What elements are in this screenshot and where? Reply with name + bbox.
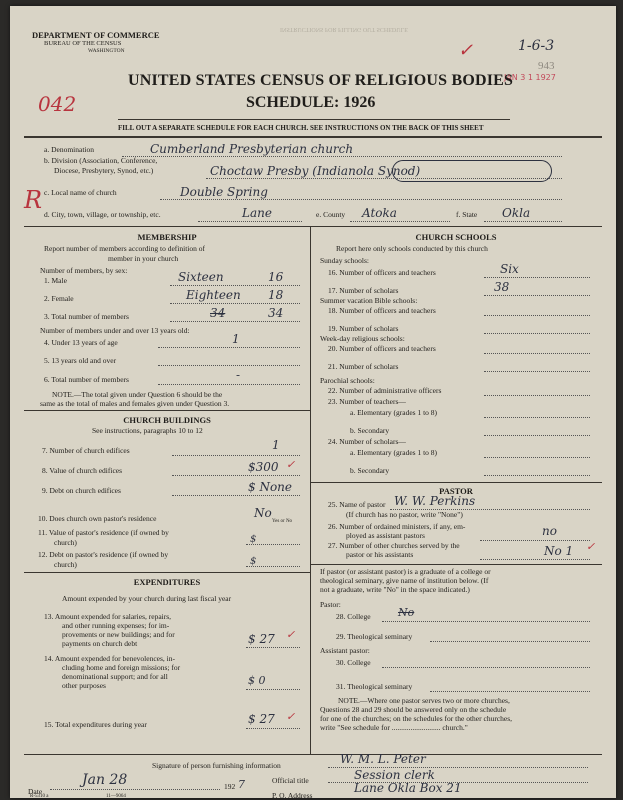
- q16-val: Six: [500, 262, 519, 276]
- q13-label-4: payments on church debt: [62, 639, 138, 648]
- pastor-note-4: write "See schedule for .......................... church.": [320, 723, 468, 732]
- q28-val: No: [398, 606, 415, 619]
- q12-val: $: [250, 556, 257, 567]
- q14-label-4: other purposes: [62, 681, 106, 690]
- city-value: Lane: [242, 206, 272, 220]
- q26-label-2: ployed as assistant pastors: [346, 531, 425, 540]
- q13-check: ✓: [286, 628, 296, 641]
- year-digit: 7: [238, 778, 245, 791]
- division-label-2: Diocese, Presbytery, Synod, etc.): [54, 166, 154, 175]
- q17-label: 17. Number of scholars: [328, 286, 399, 295]
- q26-val: no: [542, 524, 557, 538]
- q3-struck: 34: [210, 306, 226, 320]
- q14-label-2: cluding home and foreign missions; for: [62, 663, 181, 672]
- q14-label-1: 14. Amount expended for benevolences, in-: [44, 654, 176, 663]
- asst-label: Assistant pastor:: [320, 646, 370, 655]
- q4-label: 4. Under 13 years of age: [44, 338, 118, 347]
- grad-text-2: theological seminary, give name of institution below. (If: [320, 576, 489, 585]
- local-name-label: c. Local name of church: [44, 188, 117, 197]
- schedule-title: SCHEDULE: 1926: [246, 94, 376, 111]
- q13-label-1: 13. Amount expended for salaries, repairs,: [44, 612, 172, 621]
- q13-val: $ 27: [248, 632, 275, 646]
- age-label: Number of members under and over 13 years old:: [40, 326, 190, 335]
- q2-label: 2. Female: [44, 294, 74, 303]
- q1-num: 16: [268, 270, 284, 284]
- expenditures-title: EXPENDITURES: [133, 577, 201, 587]
- state-value: Okla: [502, 206, 531, 220]
- q15-check: ✓: [286, 710, 296, 723]
- pastor-note-3: for one of the churches; on the schedules for the other churches,: [320, 714, 513, 723]
- pastor-note-1: NOTE.—Where one pastor serves two or more churches,: [338, 696, 510, 705]
- census-form: [10, 6, 616, 798]
- q12-label-2: church): [54, 560, 77, 569]
- q13-label-3: provements or new buildings; and for: [62, 630, 175, 639]
- q3-num: 34: [268, 306, 284, 320]
- q9-val: $ None: [248, 480, 293, 494]
- division-label-1: b. Division (Association, Conference,: [44, 156, 158, 165]
- county-label: e. County: [316, 210, 346, 219]
- q6-val: -: [236, 368, 241, 382]
- q7-label: 7. Number of church edifices: [42, 446, 130, 455]
- form-title: UNITED STATES CENSUS OF RELIGIOUS BODIES: [128, 72, 514, 89]
- parochial-label: Parochial schools:: [320, 376, 375, 385]
- fill-instructions: FILL OUT A SEPARATE SCHEDULE FOR EACH CHURCH. SEE INSTRUCTIONS ON THE BACK OF THIS SHEET: [118, 124, 484, 132]
- q23b-label: b. Secondary: [350, 426, 390, 435]
- q27-label-1: 27. Number of other churches served by the: [328, 541, 460, 550]
- form-code: 1-6-3: [518, 38, 555, 54]
- q10-label: 10. Does church own pastor's residence: [38, 514, 157, 523]
- schools-intro: Report here only schools conducted by this church: [336, 244, 488, 253]
- grad-text-1: If pastor (or assistant pastor) is a graduate of a college or: [320, 567, 491, 576]
- q8-val: $300: [248, 460, 279, 474]
- q30-label: 30. College: [336, 658, 371, 667]
- date-label: Date: [28, 787, 43, 796]
- division-circle: [392, 160, 552, 182]
- q6-label: 6. Total number of members: [44, 375, 129, 384]
- q2-word: Eighteen: [186, 288, 241, 302]
- membership-intro-2: member in your church: [108, 254, 179, 263]
- top-instructions: INSTRUCTIONS FOR FILLING OUT SCHEDULE: [280, 26, 408, 32]
- q1-label: 1. Male: [44, 276, 67, 285]
- q25-hint: (If church has no pastor, write "None"): [346, 510, 463, 519]
- q16-label: 16. Number of officers and teachers: [328, 268, 436, 277]
- denomination-value: Cumberland Presbyterian church: [150, 142, 354, 156]
- q11-label-1: 11. Value of pastor's residence (if owned by: [38, 528, 169, 537]
- city-label: d. City, town, village, or township, etc.: [44, 210, 161, 219]
- po-address-value: Lane Okla Box 21: [354, 781, 462, 795]
- red-number: 042: [38, 92, 77, 116]
- q27-label-2: pastor or his assistants: [346, 550, 414, 559]
- sex-label: Number of members, by sex:: [40, 266, 128, 275]
- q10-val: No: [254, 506, 272, 520]
- q19-label: 19. Number of scholars: [328, 324, 399, 333]
- q11-val: $: [250, 534, 257, 545]
- q14-val: $ 0: [248, 674, 266, 687]
- official-title-value: Session clerk: [354, 768, 435, 782]
- q11-label-2: church): [54, 538, 77, 547]
- q24b-label: b. Secondary: [350, 466, 390, 475]
- q3-label: 3. Total number of members: [44, 312, 129, 321]
- local-name-value: Double Spring: [180, 185, 268, 199]
- buildings-title: CHURCH BUILDINGS: [123, 415, 211, 425]
- q20-label: 20. Number of officers and teachers: [328, 344, 436, 353]
- pastor-label: Pastor:: [320, 600, 341, 609]
- q21-label: 21. Number of scholars: [328, 362, 399, 371]
- red-r-mark: R: [24, 186, 43, 214]
- dept-name: DEPARTMENT OF COMMERCE: [32, 30, 160, 40]
- q13-label-2: and other running expenses; for im-: [62, 621, 170, 630]
- q23a-label: a. Elementary (grades 1 to 8): [350, 408, 438, 417]
- q25-val: W. W. Perkins: [394, 494, 476, 508]
- membership-intro-1: Report number of members according to definition of: [44, 244, 205, 253]
- q28-label: 28. College: [336, 612, 371, 621]
- denomination-label: a. Denomination: [44, 145, 94, 154]
- q14-label-3: denominational support; and for all: [62, 672, 168, 681]
- membership-note-1: NOTE.—The total given under Question 6 should be the: [52, 390, 223, 399]
- q29-label: 29. Theological seminary: [336, 632, 413, 641]
- county-value: Atoka: [362, 206, 397, 220]
- q17-val: 38: [494, 280, 510, 294]
- division-value: Choctaw Presby (Indianola Synod): [210, 164, 421, 178]
- q4-val: 1: [232, 332, 240, 346]
- q27-val: No 1: [544, 544, 574, 558]
- official-title-label: Official title: [272, 776, 309, 785]
- pastor-title: PASTOR: [439, 486, 473, 496]
- membership-title: MEMBERSHIP: [137, 232, 197, 242]
- bureau-city: WASHINGTON: [88, 48, 125, 54]
- q2-num: 18: [268, 288, 284, 302]
- signature-value: W. M. L. Peter: [340, 752, 426, 766]
- q12-label-1: 12. Debt on pastor's residence (if owned by: [38, 550, 169, 559]
- date-value: Jan 28: [82, 772, 128, 788]
- form-number: 943: [538, 60, 555, 72]
- q5-label: 5. 13 years old and over: [44, 356, 117, 365]
- q7-val: 1: [272, 438, 280, 452]
- q27-check: ✓: [586, 540, 596, 553]
- expenditures-intro: Amount expended by your church during last fiscal year: [62, 594, 232, 603]
- membership-note-2: same as the total of males and females given under Question 3.: [40, 399, 230, 408]
- q25-label: 25. Name of pastor: [328, 500, 386, 509]
- q22-label: 22. Number of administrative officers: [328, 386, 442, 395]
- q8-check: ✓: [286, 458, 296, 471]
- print-number-footer: 11—9064: [106, 794, 126, 799]
- q9-label: 9. Debt on church edifices: [42, 486, 121, 495]
- q8-label: 8. Value of church edifices: [42, 466, 123, 475]
- bureau-name: BUREAU OF THE CENSUS: [44, 40, 122, 47]
- form-number-footer: R-5310 a: [30, 794, 49, 799]
- q15-val: $ 27: [248, 712, 275, 726]
- q23-label: 23. Number of teachers—: [328, 397, 406, 406]
- grad-text-3: not a graduate, write "No" in the space indicated.): [320, 585, 470, 594]
- q24a-label: a. Elementary (grades 1 to 8): [350, 448, 438, 457]
- po-address-label: P. O. Address: [272, 791, 313, 800]
- schools-title: CHURCH SCHOOLS: [415, 232, 497, 242]
- check-mark: ✓: [458, 40, 474, 61]
- pastor-note-2: Questions 28 and 29 should be answered only on the schedule: [320, 705, 507, 714]
- q26-label-1: 26. Number of ordained ministers, if any, em-: [328, 522, 466, 531]
- buildings-intro: See instructions, paragraphs 10 to 12: [92, 426, 203, 435]
- weekday-label: Week-day religious schools:: [320, 334, 405, 343]
- signature-label: Signature of person furnishing information: [152, 761, 281, 770]
- state-label: f. State: [456, 210, 478, 219]
- q1-word: Sixteen: [178, 270, 224, 284]
- received-stamp: JAN 3 1 1927: [504, 73, 556, 82]
- q15-label: 15. Total expenditures during year: [44, 720, 147, 729]
- year-label: 192: [224, 782, 236, 791]
- sunday-label: Sunday schools:: [320, 256, 369, 265]
- q31-label: 31. Theological seminary: [336, 682, 413, 691]
- vacation-label: Summer vacation Bible schools:: [320, 296, 418, 305]
- q18-label: 18. Number of officers and teachers: [328, 306, 436, 315]
- q24-label: 24. Number of scholars—: [328, 437, 406, 446]
- q10-hint: Yes or No: [272, 519, 293, 524]
